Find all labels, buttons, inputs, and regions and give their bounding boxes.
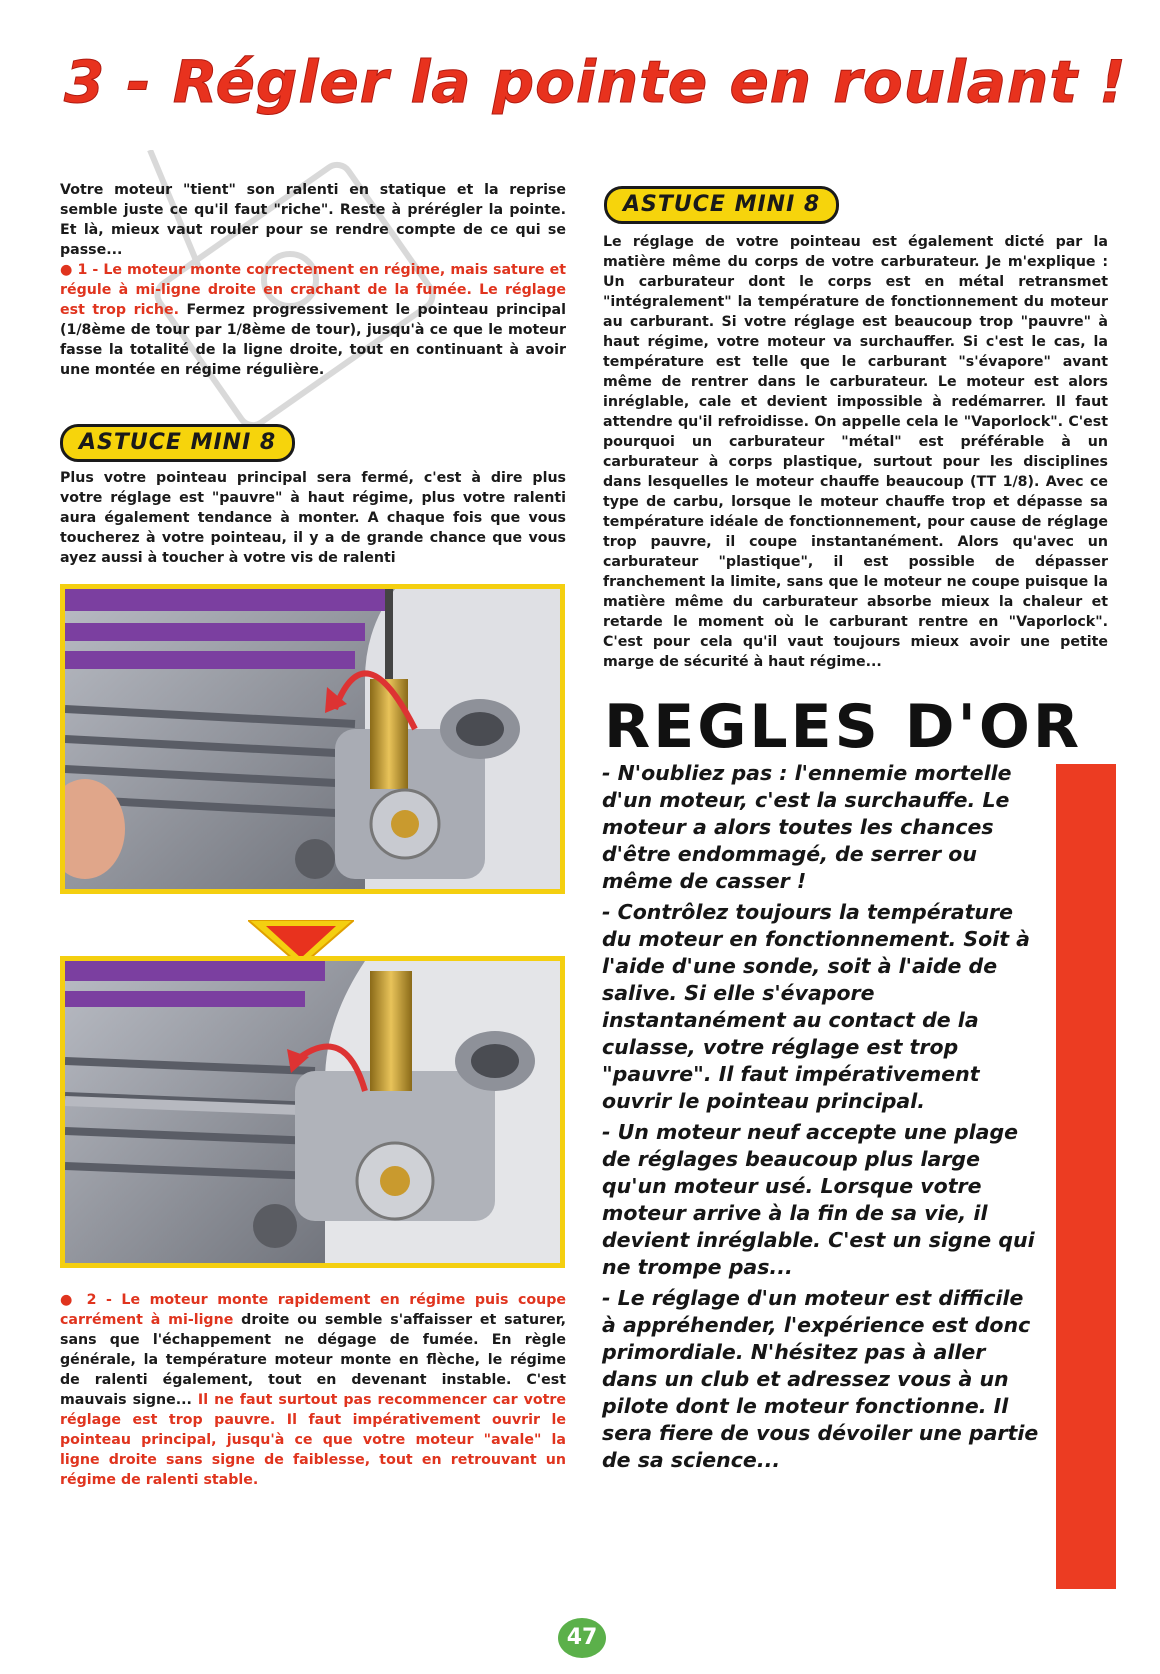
case-2-text-1: droite ou semble s'affaisser et saturer, sans que l'échappement ne dégage de fumée. En règle générale, la température moteur monte en flèche, le régime de ralenti également, tout en devenant instable. C'est mauvais signe... — [60, 1312, 567, 1408]
page-number: 47 — [558, 1618, 606, 1658]
engine-carburetor-image-2 — [65, 961, 560, 1263]
rule-item: - N'oubliez pas : l'ennemie mortelle d'un moteur, c'est la surchauffe. Le moteur a alors toutes les chances d'être endommagé, de serrer ou même de casser ! — [602, 761, 1012, 893]
regles-list — [602, 760, 1042, 1478]
case-2-text-2: Il ne faut surtout pas recommencer car votre réglage est trop pauvre. Il faut impérativement ouvrir le pointeau principal, jusqu'à ce que votre moteur "avale" la ligne droite sans signe de faiblesse, tout en retrouvant un régime de ralenti stable. — [60, 1392, 566, 1488]
engine-carburetor-image — [65, 589, 560, 889]
rule-item: - Le réglage d'un moteur est difficile à appréhender, l'expérience est donc primordiale. N'hésitez pas à aller dans un club et adressez vous à un pilote dont le moteur fonctionne. Il sera fiere de vous dévoiler une partie de sa science... — [602, 1286, 1039, 1472]
astuce-badge-right: ASTUCE MINI 8 — [604, 186, 839, 224]
case-1-text: Fermez progressivement le pointeau principal (1/8ème de tour par 1/8ème de tour), jusqu'à ce que le moteur fasse la totalité de la ligne droite, tout en continuant à avoir une montée en régime régulière. — [60, 302, 566, 378]
case-2-lead: 2 - Le moteur monte rapidement en régime puis coupe carrément à mi-ligne — [60, 1292, 566, 1328]
astuce-right-text: Le réglage de votre pointeau est également dicté par la matière même du corps de votre carburateur. Je m'explique : Un carburateur dont le corps est en métal retransmet "intégralement" la température de fonctionnement du moteur au carburant. Si votre réglage est beaucoup trop "pauvre" à haut régime, votre moteur va surchauffer. Si c'est le cas, la température est telle que le carburant "s'évapore" avant même de rentrer dans le carburateur. Le moteur est alors inréglable, cale et devient impossible à redémarrer. Il faut attendre qu'il refroidisse. On appelle cela le "Vaporlock". C'est pourquoi un carburateur "métal" est préférable à un carburateur à corps plastique, surtout pour les disciplines dans lesquelles le moteur chauffe beaucoup (TT 1/8). Avec ce type de carbu, lorsque le moteur chauffe trop et dépasse sa température idéale de fonctionnement, pour cause de réglage trop pauvre, il coupe instantanément. Alors qu'avec un carburateur "plastique", il est possible de dépasser franchement la limite, sans que le moteur ne coupe puisque la matière même du carburateur absorbe mieux la chaleur et retarde le moment où le carburant rentre en "Vaporlock". C'est pour cela qu'il vaut toujours mieux avoir une petite marge de sécurité à haut régime... — [603, 234, 1108, 670]
bullet-dot-icon: ● — [60, 1292, 77, 1308]
astuce-left-text: Plus votre pointeau principal sera fermé, c'est à dire plus votre réglage est "pauvre" à haut régime, plus votre ralenti aura également tendance à monter. A chaque fois que vous toucherez à votre pointeau, il y a de grande chance que vous ayez aussi à toucher à votre vis de ralenti — [60, 470, 566, 566]
engine-photo-bottom — [60, 956, 565, 1268]
rule-item: - Contrôlez toujours la température du moteur en fonctionnement. Soit à l'aide d'une sonde, soit à l'aide de salive. Si elle s'évapore instantanément au contact de la culasse, votre réglage est trop "pauvre". Il faut impérativement ouvrir le pointeau principal. — [602, 900, 1031, 1113]
astuce-badge-left: ASTUCE MINI 8 — [60, 424, 295, 462]
case-2-paragraph — [60, 1290, 566, 1490]
case-1-paragraph — [60, 260, 566, 380]
case-1-lead: 1 - Le moteur monte correctement en régime, mais sature et régule à mi-ligne droite en crachant de la fumée. Le réglage est trop riche. — [60, 262, 566, 318]
rule-item: - Un moteur neuf accepte une plage de réglages beaucoup plus large qu'un moteur usé. Lorsque votre moteur arrive à la fin de sa vie, il devient inréglable. C'est un signe qui ne trompe pas... — [602, 1120, 1035, 1279]
intro-text: Votre moteur "tient" son ralenti en statique et la reprise semble juste ce qu'il faut "riche". Reste à prérégler la pointe. Et là, mieux vaut rouler pour se rendre compte de ce qui se passe... — [60, 182, 566, 258]
intro-paragraph — [60, 180, 566, 380]
regles-dor-heading: REGLES D'OR — [604, 692, 1083, 762]
red-side-bar — [1056, 764, 1116, 1589]
engine-photo-top — [60, 584, 565, 894]
page-title: 3 - Régler la pointe en roulant ! — [64, 48, 1127, 116]
bullet-dot-icon: ● — [60, 262, 73, 278]
